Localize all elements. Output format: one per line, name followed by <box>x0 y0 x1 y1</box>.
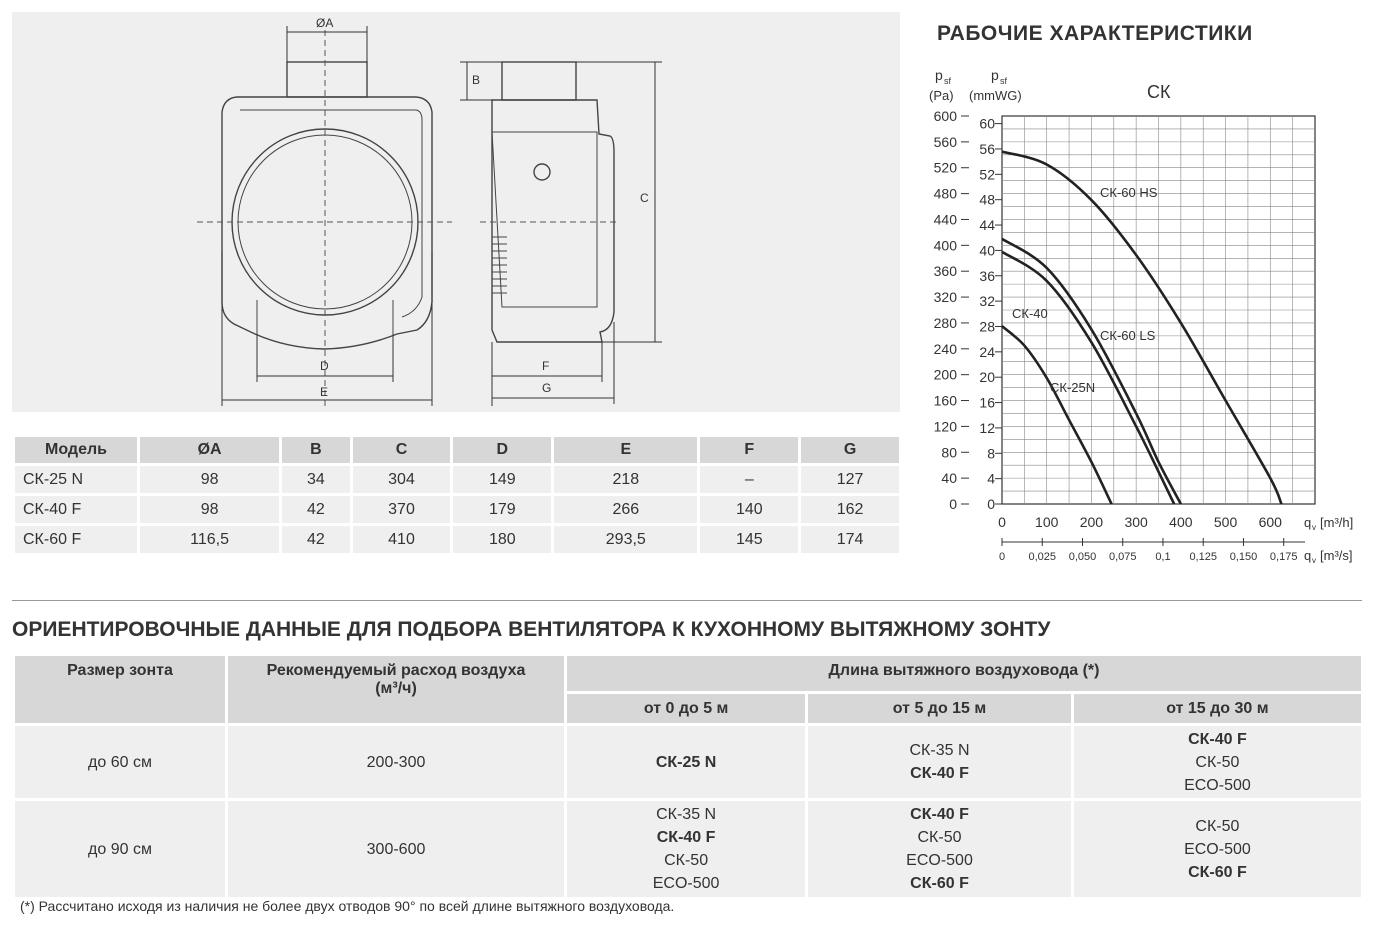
y-tick-pa: 200 <box>933 366 957 383</box>
y-tick-pa: 280 <box>933 314 957 331</box>
hood-table <box>12 653 1364 900</box>
y-tick-mmwg: 16 <box>979 394 995 411</box>
header-model: Модель <box>15 437 137 463</box>
cell: 293,5 <box>554 526 697 553</box>
y-axis-mm-p: p <box>991 67 999 83</box>
y-tick-mmwg: 8 <box>987 445 995 462</box>
footnote: (*) Рассчитано исходя из наличия не более двух отводов 90° по всей длине вытяжного воздуховода. <box>20 898 675 914</box>
cell: 179 <box>453 496 551 523</box>
y-tick-pa: 360 <box>933 263 957 280</box>
y-tick-mmwg: 60 <box>979 115 995 132</box>
y-tick-pa: 120 <box>933 418 957 435</box>
cell: – <box>700 466 798 493</box>
model-name: СК-25 N <box>655 753 717 771</box>
curve-СК-25N <box>1002 326 1112 504</box>
y-tick-pa: 320 <box>933 289 957 306</box>
y-tick-pa: 240 <box>933 340 957 357</box>
label-dE: E <box>320 385 329 399</box>
y-tick-mmwg: 20 <box>979 369 995 386</box>
y-tick-pa: 160 <box>933 392 957 409</box>
header-airflow <box>228 656 564 723</box>
model-name: СК-50 <box>664 852 709 869</box>
header-range-0-5: от 0 до 5 м <box>567 694 805 723</box>
model-name: ECO-500 <box>652 875 720 892</box>
x-tick-m3s: 0 <box>998 551 1006 563</box>
front-spigot <box>287 62 367 97</box>
model-name: ECO-500 <box>906 852 973 869</box>
y-tick-pa: 440 <box>933 211 957 228</box>
side-spigot <box>502 62 576 100</box>
cell: 42 <box>282 496 349 523</box>
header-duct-length: Длина вытяжного воздуховода (*) <box>567 656 1361 691</box>
y-tick-pa: 400 <box>933 237 957 254</box>
x-tick-m3s: 0,175 <box>1269 551 1298 563</box>
x-tick-m3h: 600 <box>1258 514 1282 530</box>
cell: 98 <box>140 496 279 523</box>
cell: 149 <box>453 466 551 493</box>
header-c: C <box>353 437 451 463</box>
header-hood-size <box>15 656 225 723</box>
cell: 145 <box>700 526 798 553</box>
y-axis-pa-p: p <box>935 67 943 83</box>
x-axis-m3s-q: q <box>1304 548 1312 563</box>
cell-models <box>1074 801 1361 897</box>
label-dB: B <box>472 73 481 87</box>
curve-label: СК-60 HS <box>1100 185 1158 200</box>
x-axis-m3h-unit: [m³/h] <box>1320 515 1354 530</box>
performance-chart <box>925 62 1370 572</box>
y-tick-mmwg: 48 <box>979 191 995 208</box>
curve-label: СК-60 LS <box>1100 328 1156 343</box>
cell-airflow: 300-600 <box>228 801 564 897</box>
cell: 218 <box>554 466 697 493</box>
y-axis-mm-unit: (mmWG) <box>969 88 1022 103</box>
technical-drawing <box>12 12 900 412</box>
model-name: СК-60 F <box>910 875 969 892</box>
header-f: F <box>700 437 798 463</box>
x-tick-m3h: 300 <box>1124 514 1148 530</box>
curve-label: СК-40 <box>1012 306 1048 321</box>
cell-models <box>1074 726 1361 798</box>
model-name: СК-35 N <box>909 742 970 759</box>
model-name: СК-40 F <box>656 829 716 846</box>
y-axis-pa-unit: (Pa) <box>929 88 954 103</box>
x-tick-m3s: 0,150 <box>1229 551 1258 563</box>
label-dA: ØA <box>316 16 334 30</box>
y-tick-mmwg: 44 <box>979 217 995 234</box>
model-name: СК-50 <box>917 829 962 846</box>
cell-model: СК-25 N <box>15 466 137 493</box>
model-name: ECO-500 <box>1184 840 1251 858</box>
header-d: D <box>453 437 551 463</box>
cell-models <box>567 726 805 798</box>
cell-models <box>567 801 805 897</box>
curve-label: СК-25N <box>1050 380 1096 395</box>
y-tick-pa: 0 <box>949 496 957 512</box>
dimensions-table <box>12 434 902 556</box>
x-axis-m3s-sub: v <box>1312 556 1316 565</box>
cell-hood-size: до 60 см <box>15 726 225 798</box>
y-tick-mmwg: 40 <box>979 242 995 259</box>
label-dC: C <box>640 191 649 205</box>
model-name: СК-40 F <box>910 806 969 823</box>
y-tick-mmwg: 0 <box>987 496 995 512</box>
x-tick-m3h: 100 <box>1035 514 1059 530</box>
header-a: ØA <box>140 437 279 463</box>
table-row <box>15 801 1361 897</box>
chart-title: СК <box>1147 82 1171 102</box>
model-name: СК-40 F <box>910 765 969 782</box>
drawing-svg <box>12 12 900 412</box>
x-tick-m3h: 400 <box>1169 514 1193 530</box>
x-tick-m3h: 200 <box>1079 514 1104 530</box>
cell-airflow: 200-300 <box>228 726 564 798</box>
table-row <box>15 526 899 553</box>
x-tick-m3h: 0 <box>998 514 1006 530</box>
y-tick-pa: 40 <box>941 470 957 487</box>
curve-СК-40 <box>1002 252 1174 504</box>
x-axis-m3h-sub: v <box>1312 523 1316 532</box>
cell: 34 <box>282 466 349 493</box>
cell: 140 <box>700 496 798 523</box>
y-tick-pa: 480 <box>933 185 957 202</box>
cell: 410 <box>353 526 451 553</box>
x-tick-m3s: 0,125 <box>1189 551 1217 563</box>
x-tick-m3s: 0,050 <box>1068 551 1097 563</box>
x-tick-m3h: 500 <box>1213 514 1238 530</box>
header-airflow-line2: (м³/ч) <box>375 680 417 697</box>
table-row <box>15 466 899 493</box>
cell-model: СК-40 F <box>15 496 137 523</box>
dimensions-header-row <box>15 437 899 463</box>
cell: 162 <box>801 496 899 523</box>
cell: 370 <box>353 496 451 523</box>
x-tick-m3s: 0,025 <box>1028 551 1057 563</box>
model-name: СК-60 F <box>1188 863 1247 881</box>
header-b: B <box>282 437 349 463</box>
model-name: ECO-500 <box>1184 776 1251 794</box>
label-dG: G <box>542 381 552 395</box>
y-tick-pa: 600 <box>933 108 957 124</box>
cell: 116,5 <box>140 526 279 553</box>
cell: 42 <box>282 526 349 553</box>
y-tick-mmwg: 32 <box>979 293 995 310</box>
hood-section-title: ОРИЕНТИРОВОЧНЫЕ ДАННЫЕ ДЛЯ ПОДБОРА ВЕНТИЛЯТОРА К КУХОННОМУ ВЫТЯЖНОМУ ЗОНТУ <box>12 618 1051 641</box>
side-knob <box>534 164 550 180</box>
y-axis-mm-sub: sf <box>1000 76 1008 86</box>
y-tick-pa: 560 <box>933 133 957 150</box>
y-tick-pa: 80 <box>941 444 957 461</box>
header-range-5-15: от 5 до 15 м <box>808 694 1071 723</box>
cell-model: СК-60 F <box>15 526 137 553</box>
y-tick-mmwg: 36 <box>979 267 995 284</box>
cell: 266 <box>554 496 697 523</box>
y-tick-mmwg: 56 <box>979 140 995 157</box>
model-name: СК-50 <box>1195 817 1240 835</box>
performance-title: РАБОЧИЕ ХАРАКТЕРИСТИКИ <box>937 22 1253 45</box>
header-range-15-30: от 15 до 30 м <box>1074 694 1361 723</box>
model-name: СК-50 <box>1195 753 1240 771</box>
header-airflow-line1: Рекомендуемый расход воздуха <box>266 662 526 679</box>
x-axis-m3s-unit: [m³/s] <box>1320 548 1353 563</box>
y-axis-pa-sub: sf <box>944 76 952 86</box>
x-tick-m3s: 0,1 <box>1155 551 1171 563</box>
y-tick-pa: 520 <box>933 159 957 176</box>
model-name: СК-35 N <box>656 806 717 823</box>
y-tick-mmwg: 28 <box>979 318 995 335</box>
x-axis-m3h-q: q <box>1304 515 1312 530</box>
cell-models <box>808 726 1071 798</box>
x-tick-m3s: 0,075 <box>1108 551 1137 563</box>
cell: 304 <box>353 466 451 493</box>
section-divider <box>12 600 1362 601</box>
cell-models <box>808 801 1071 897</box>
table-row <box>15 496 899 523</box>
cell-hood-size: до 90 см <box>15 801 225 897</box>
cell: 174 <box>801 526 899 553</box>
table-row <box>15 726 1361 798</box>
y-tick-mmwg: 4 <box>987 470 995 487</box>
cell: 127 <box>801 466 899 493</box>
y-tick-mmwg: 12 <box>979 419 995 436</box>
model-name: СК-40 F <box>1188 730 1247 748</box>
header-g: G <box>801 437 899 463</box>
header-e: E <box>554 437 697 463</box>
label-dF: F <box>542 359 550 373</box>
y-tick-mmwg: 52 <box>979 166 995 183</box>
y-tick-mmwg: 24 <box>979 343 995 360</box>
label-dD: D <box>320 359 329 373</box>
header-hood-size-text: Размер зонта <box>67 662 173 679</box>
side-body <box>492 100 614 342</box>
cell: 180 <box>453 526 551 553</box>
cell: 98 <box>140 466 279 493</box>
